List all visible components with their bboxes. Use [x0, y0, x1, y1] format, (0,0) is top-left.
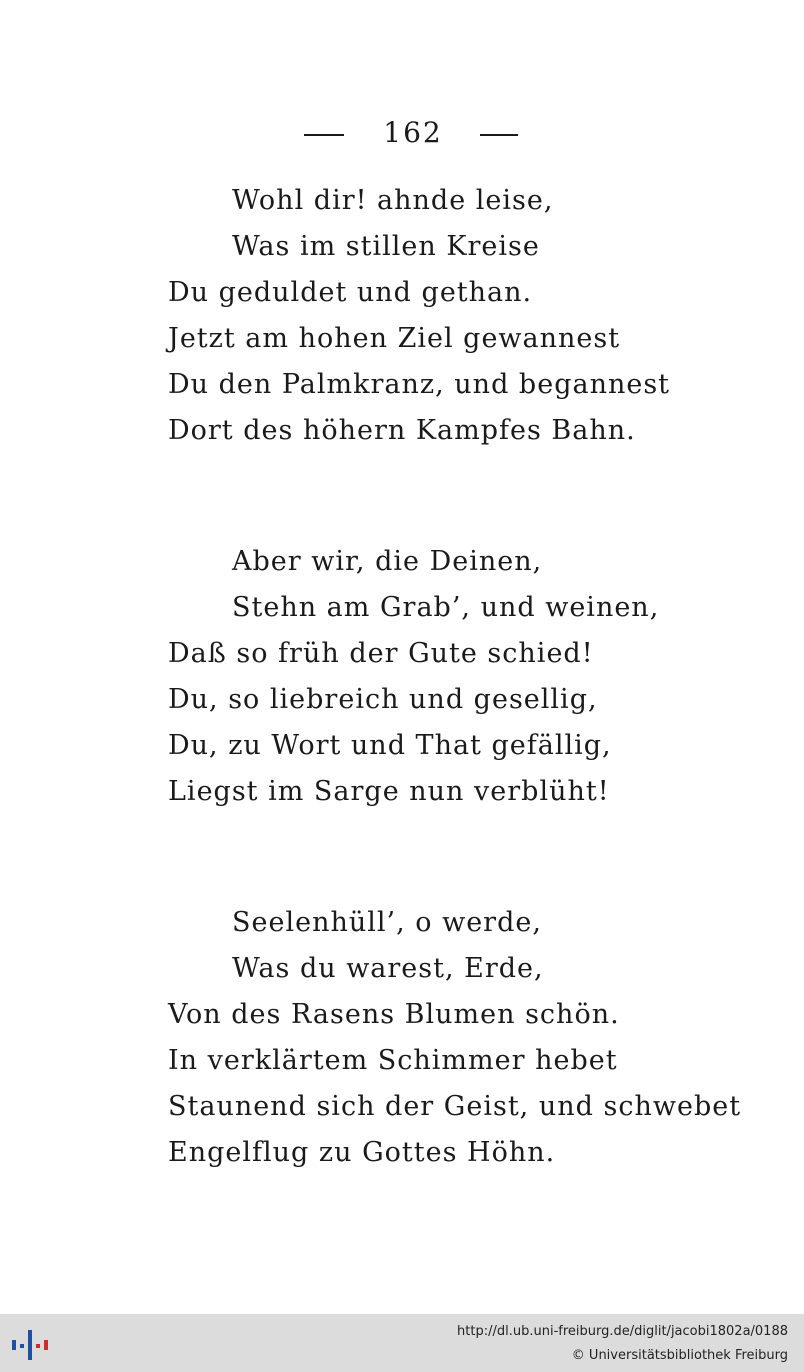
verse-line: Was du warest, Erde, [232, 953, 544, 984]
verse-line: Seelenhüll’, o werde, [232, 907, 542, 938]
verse-line: Du den Palmkranz, und begannest [168, 369, 671, 400]
verse-line: Du geduldet und gethan. [168, 277, 533, 308]
verse-line: Von des Rasens Blumen schön. [168, 999, 620, 1030]
viewer-footer [0, 1314, 804, 1372]
verse-line: Stehn am Grab’, und weinen, [232, 592, 660, 623]
ub-freiburg-logo-icon[interactable] [10, 1322, 50, 1366]
page-header [0, 112, 804, 152]
verse-line: Jetzt am hohen Ziel gewannest [168, 323, 621, 354]
verse-line: Wohl dir! ahnde leise, [232, 185, 554, 216]
header-dash-left [304, 134, 344, 136]
verse-line: Was im stillen Kreise [232, 231, 540, 262]
verse-line: Engelflug zu Gottes Höhn. [168, 1137, 556, 1168]
verse-line: Staunend sich der Geist, und schwebet [168, 1091, 742, 1122]
header-dash-right [480, 134, 518, 136]
copyright-text: © Universitätsbibliothek Freiburg [571, 1348, 788, 1363]
verse-line: Du, so liebreich und gesellig, [168, 684, 598, 715]
verse-line: Liegst im Sarge nun verblüht! [168, 776, 610, 807]
verse-line: Dort des höhern Kampfes Bahn. [168, 415, 636, 446]
verse-line: Aber wir, die Deinen, [232, 546, 543, 577]
verse-line: In verklärtem Schimmer hebet [168, 1045, 618, 1076]
source-url-link[interactable]: http://dl.ub.uni-freiburg.de/diglit/jacobi1802a/0188 [457, 1324, 788, 1339]
page-number: 162 [383, 116, 443, 149]
verse-line: Daß so früh der Gute schied! [168, 638, 594, 669]
verse-line: Du, zu Wort und That gefällig, [168, 730, 612, 761]
